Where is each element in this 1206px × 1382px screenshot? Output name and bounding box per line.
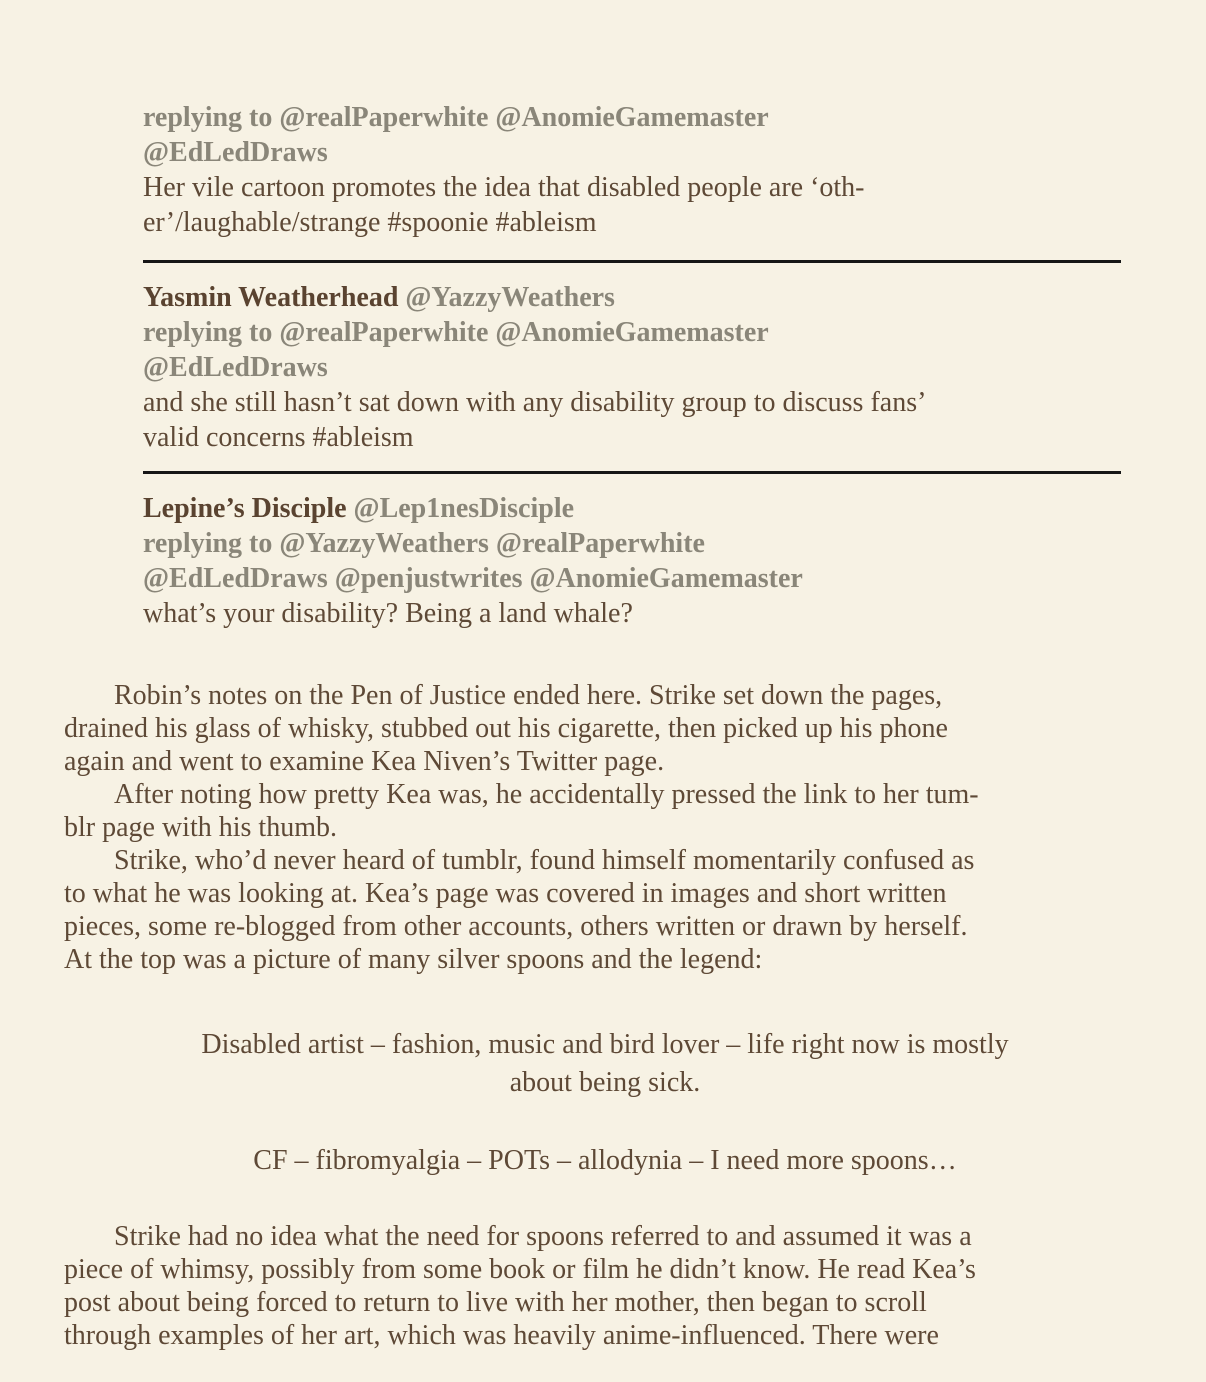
tweet-text-line: what’s your disability? Being a land whale? <box>143 598 633 629</box>
tweet-separator-rule <box>143 471 1121 474</box>
tweet-reply-to-line: @EdLedDraws <box>143 352 328 383</box>
tweet-text-line: valid concerns #ableism <box>143 422 414 453</box>
paragraph-line: Robin’s notes on the Pen of Justice ended here. Strike set down the pages, <box>114 680 943 711</box>
bio-line: Disabled artist – fashion, music and bird lover – life right now is mostly <box>201 1029 1009 1060</box>
paragraph-line: piece of whimsy, possibly from some book or film he didn’t know. He read Kea’s <box>64 1254 976 1285</box>
tumblr-bio-block <box>64 1142 1146 1180</box>
tweet-post <box>143 280 1146 455</box>
paragraph-line: blr page with his thumb. <box>64 812 337 843</box>
paragraph-line: through examples of her art, which was heavily anime-influenced. There were <box>64 1320 939 1351</box>
tweet-reply-to-line: replying to @YazzyWeathers @realPaperwhite <box>143 528 705 559</box>
tweet-author-row <box>143 280 1146 315</box>
paragraph-line: Strike, who’d never heard of tumblr, found himself momentarily confused as <box>114 845 975 876</box>
paragraph-line: pieces, some re-blogged from other accounts, others written or drawn by herself. <box>64 911 968 942</box>
tweet-reply-to-line: @EdLedDraws @penjustwrites @AnomieGamemaster <box>143 563 803 594</box>
tweet-text-line: er’/laughable/strange #spoonie #ableism <box>143 207 597 238</box>
tweet-separator-rule <box>143 260 1121 263</box>
tumblr-bio-block <box>64 1026 1146 1102</box>
narrative-paragraph <box>64 1220 1146 1352</box>
bio-line: about being sick. <box>509 1067 701 1098</box>
tweet-reply-to-line: replying to @realPaperwhite @AnomieGamemaster <box>143 317 769 348</box>
tweet-post <box>143 100 1146 240</box>
tweet-author-row <box>143 491 1146 526</box>
narrative-section <box>64 679 1146 976</box>
tweet-reply-to-line: @EdLedDraws <box>143 137 328 168</box>
tweet-author-handle: @YazzyWeathers <box>405 282 615 313</box>
tweet-author-handle: @Lep1nesDisciple <box>353 493 575 524</box>
tweet-author-name: Lepine’s Disciple <box>143 493 347 524</box>
paragraph-line: post about being forced to return to live with her mother, then began to scroll <box>64 1287 927 1318</box>
bio-line: CF – fibromyalgia – POTs – allodynia – I need more spoons… <box>253 1145 957 1176</box>
tweet-author-name: Yasmin Weatherhead <box>143 282 399 313</box>
tweet-text-line: and she still hasn’t sat down with any disability group to discuss fans’ <box>143 387 927 418</box>
narrative-paragraph <box>64 778 1146 844</box>
paragraph-line: to what he was looking at. Kea’s page was covered in images and short written <box>64 878 947 909</box>
paragraph-line: Strike had no idea what the need for spoons referred to and assumed it was a <box>114 1221 972 1252</box>
paragraph-line: After noting how pretty Kea was, he accidentally pressed the link to her tum- <box>114 779 979 810</box>
paragraph-line: again and went to examine Kea Niven’s Twitter page. <box>64 746 665 777</box>
tweet-reply-to-line: replying to @realPaperwhite @AnomieGamemaster <box>143 102 769 133</box>
narrative-paragraph <box>64 679 1146 778</box>
tweet-text-line: Her vile cartoon promotes the idea that disabled people are ‘oth- <box>143 172 865 203</box>
paragraph-line: drained his glass of whisky, stubbed out his cigarette, then picked up his phone <box>64 713 948 744</box>
narrative-paragraph <box>64 844 1146 976</box>
tweet-post <box>143 491 1146 631</box>
paragraph-line: At the top was a picture of many silver spoons and the legend: <box>64 944 763 975</box>
